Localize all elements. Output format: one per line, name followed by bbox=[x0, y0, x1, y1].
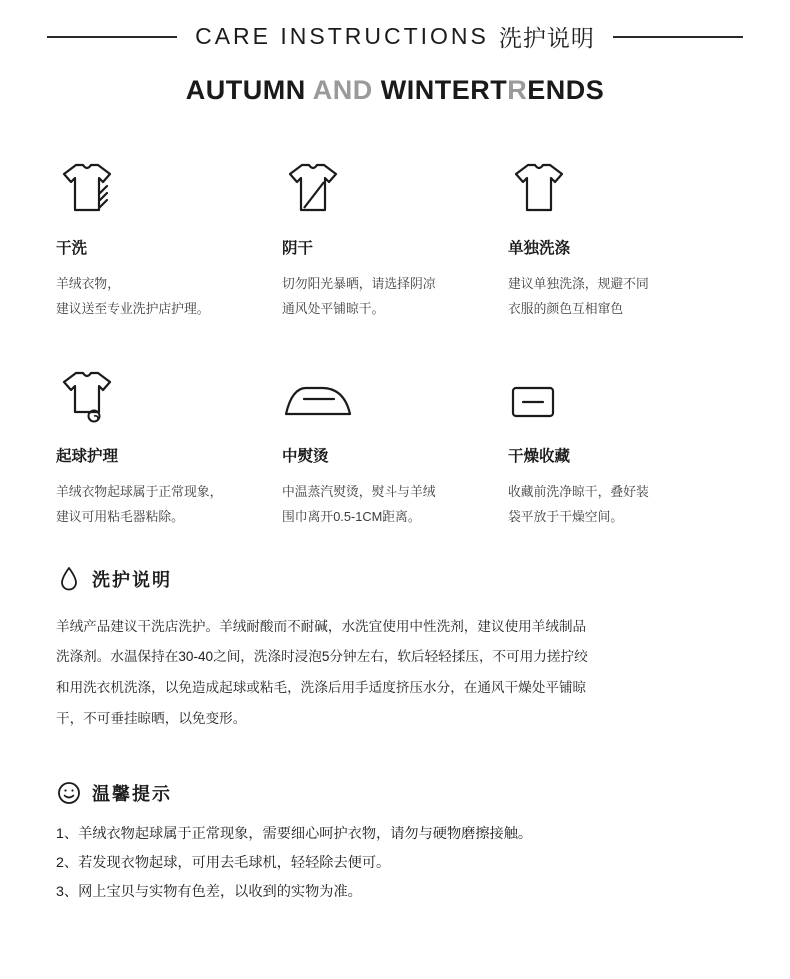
care-item bbox=[508, 364, 734, 530]
care-item-desc bbox=[508, 272, 734, 322]
care-item-title: 干洗 bbox=[56, 240, 88, 257]
care-item-desc-line: 中温蒸汽熨烫，熨斗与羊绒 bbox=[282, 483, 436, 499]
care-description-title: 洗护说明 bbox=[92, 569, 172, 590]
tips-heading bbox=[56, 780, 734, 806]
care-item bbox=[282, 364, 508, 530]
header-rule-right bbox=[613, 36, 743, 38]
care-item-title: 阴干 bbox=[282, 240, 314, 257]
care-item-desc-line: 建议单独洗涤，规避不同 bbox=[508, 276, 649, 291]
subtitle-part-1: AUTUMN bbox=[185, 75, 313, 105]
care-item-desc-line: 收藏前洗净晾干，叠好装 bbox=[508, 483, 649, 499]
care-item-desc bbox=[282, 272, 508, 322]
care-instruction-grid bbox=[0, 156, 790, 530]
tips-list bbox=[56, 820, 734, 907]
care-description-line: 干，不可垂挂晾晒，以免变形。 bbox=[56, 710, 247, 726]
water-drop-icon bbox=[56, 566, 82, 592]
care-item-desc-line: 通风处平铺晾干。 bbox=[282, 300, 385, 316]
care-item-desc-line: 袋平放于干燥空间。 bbox=[508, 508, 624, 524]
care-description-line: 洗涤剂。水温保持在30-40之间，洗涤时浸泡5分钟左右，软后轻轻揉压，不可用力搓拧绞 bbox=[56, 649, 588, 665]
dry-storage-icon bbox=[508, 364, 734, 426]
tshirt-pilling-care-icon bbox=[56, 364, 282, 426]
care-item bbox=[56, 156, 282, 322]
list-item: 3、网上宝贝与实物有色差，以收到的实物为准。 bbox=[56, 884, 362, 901]
header-title-row bbox=[0, 20, 790, 53]
care-item-desc-line: 衣服的颜色互相窜色 bbox=[508, 300, 624, 316]
iron-medium-heat-icon bbox=[282, 364, 508, 426]
tshirt-wash-separately-icon bbox=[508, 156, 734, 218]
page-title-en: CARE INSTRUCTIONS bbox=[195, 23, 489, 49]
care-item-title: 起球护理 bbox=[56, 447, 119, 465]
care-item-desc-line: 切勿阳光暴晒，请选择阴凉 bbox=[282, 276, 436, 291]
header-rule-left bbox=[47, 36, 177, 38]
subtitle-part-2: AND bbox=[312, 75, 381, 105]
page-title-cn: 洗护说明 bbox=[498, 25, 595, 51]
care-item-desc-line: 建议可用粘毛器粘除。 bbox=[56, 508, 184, 524]
subtitle-part-5: ENDS bbox=[527, 75, 605, 105]
care-item bbox=[56, 364, 282, 530]
tips-spacer bbox=[56, 734, 734, 744]
care-description-heading bbox=[56, 566, 734, 592]
care-item-title: 中熨烫 bbox=[282, 447, 329, 465]
page-header bbox=[0, 0, 790, 106]
care-item-desc-line: 围巾离开0.5-1CM距离。 bbox=[282, 508, 421, 524]
care-description-section bbox=[0, 566, 790, 734]
care-description-body bbox=[56, 612, 734, 734]
care-description-line: 和用洗衣机洗涤，以免造成起球或粘毛，洗涤后用手适度挤压水分，在通风干燥处平铺晾 bbox=[56, 679, 587, 695]
care-item-desc bbox=[508, 480, 734, 530]
tshirt-shade-dry-icon bbox=[282, 156, 508, 218]
subtitle-part-3: WINTERT bbox=[380, 75, 508, 105]
care-item-desc bbox=[56, 272, 282, 322]
care-item bbox=[508, 156, 734, 322]
list-item: 1、羊绒衣物起球属于正常现象，需要细心呵护衣物，请勿与硬物磨擦接触。 bbox=[56, 826, 533, 843]
subtitle-part-4: R bbox=[507, 75, 528, 105]
care-item-desc-line: 建议送至专业洗护店护理。 bbox=[56, 300, 210, 316]
tips-section bbox=[0, 734, 790, 907]
care-description-line: 羊绒产品建议干洗店洗护。羊绒耐酸而不耐碱，水洗宜使用中性洗剂，建议使用羊绒制品 bbox=[56, 618, 587, 634]
care-item-desc bbox=[56, 480, 282, 530]
care-item-title: 干燥收藏 bbox=[508, 447, 571, 465]
smiley-face-icon bbox=[56, 780, 82, 806]
page-subtitle bbox=[186, 75, 604, 106]
care-item-title: 单独洗涤 bbox=[508, 240, 571, 257]
care-item-desc-line: 羊绒衣物， bbox=[56, 276, 120, 291]
tshirt-dry-clean-icon bbox=[56, 156, 282, 218]
care-item-desc-line: 羊绒衣物起球属于正常现象， bbox=[56, 483, 223, 499]
list-item: 2、若发现衣物起球，可用去毛球机，轻轻除去便可。 bbox=[56, 855, 391, 872]
tips-title: 温馨提示 bbox=[92, 784, 172, 805]
care-item-desc bbox=[282, 480, 508, 530]
care-item bbox=[282, 156, 508, 322]
